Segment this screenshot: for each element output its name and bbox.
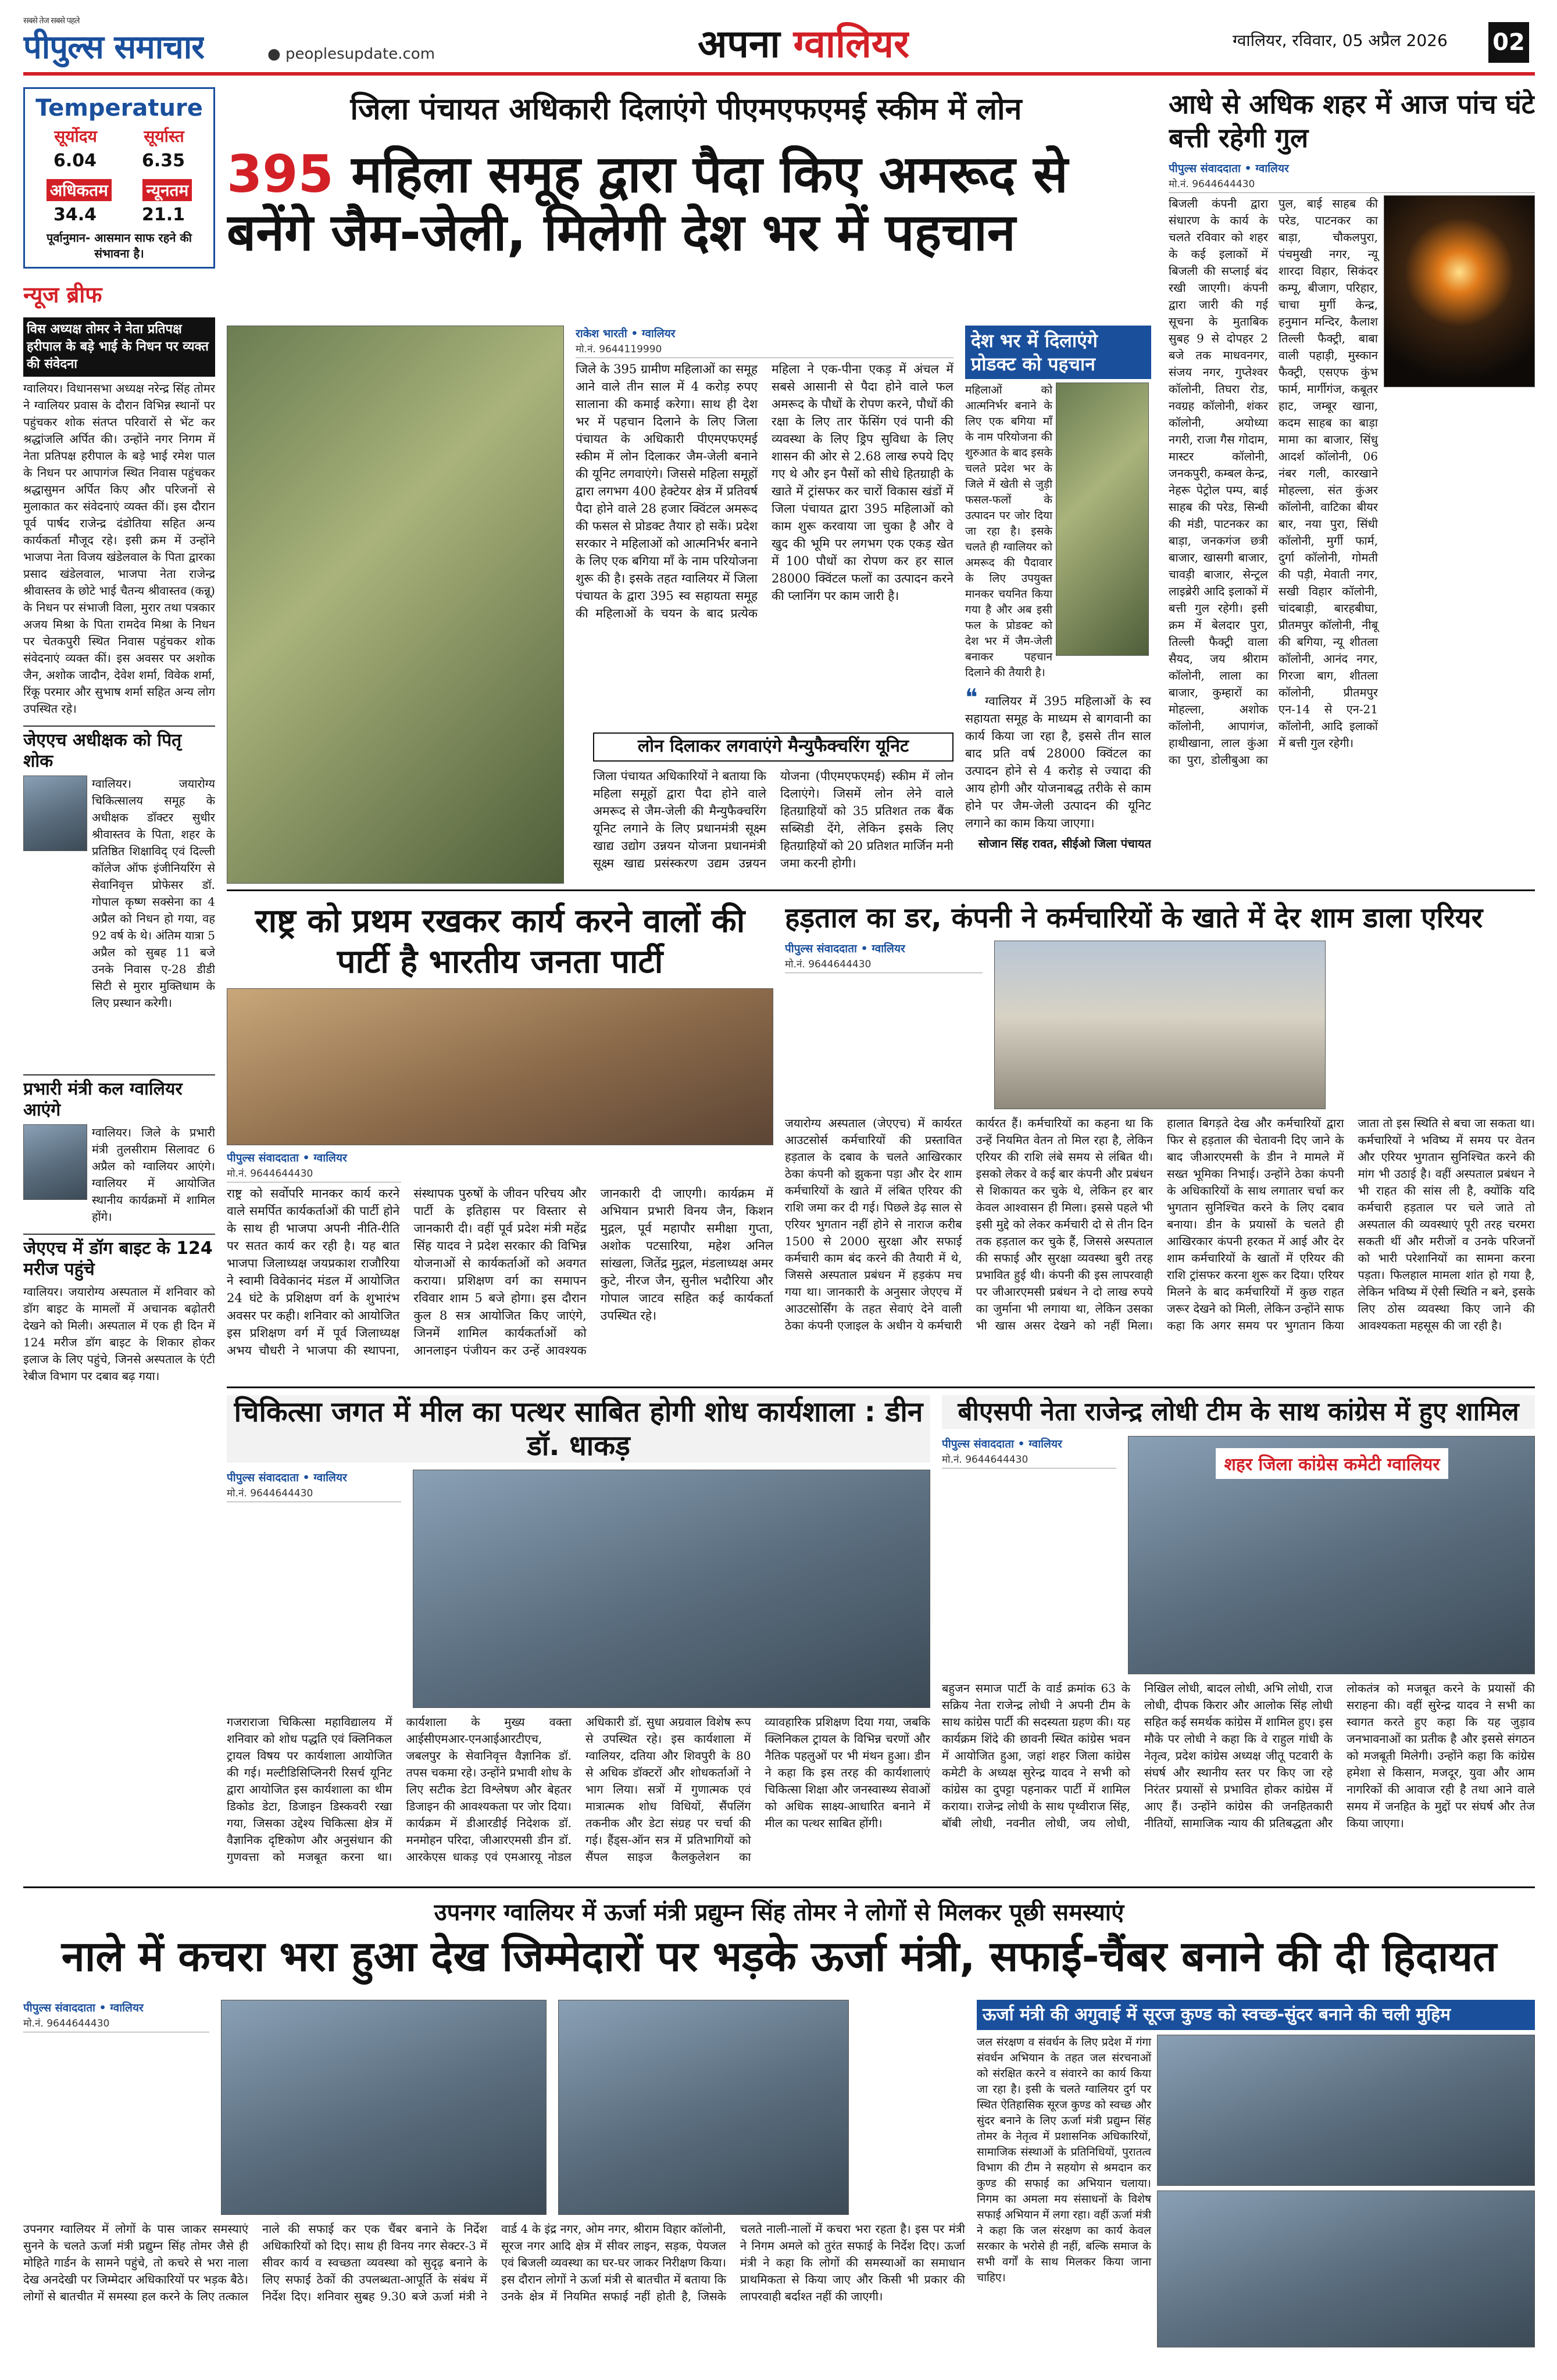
bjp-headline: राष्ट्र को प्रथम रखकर कार्य करने वालों की पार्टी है भारतीय जनता पार्टी (255, 902, 745, 981)
suraj-kund-inner (977, 2035, 1535, 2349)
temp-labels (31, 179, 208, 201)
lead-subhead: लोन दिलाकर लगवाएंगे मैन्युफैक्चरिंग यूनिट (593, 732, 954, 762)
minister-portrait-photo (23, 1124, 87, 1200)
strike-byline (785, 941, 983, 973)
lead-side-box (965, 326, 1151, 901)
energy-mobile: मो.नं. 9644644430 (23, 2018, 110, 2029)
energy-byline-text: पीपुल्स संवाददाता • ग्वालियर (23, 2002, 144, 2014)
lead-box-title: देश भर में दिलाएंगे प्रोडक्ट को पहचान (965, 326, 1151, 379)
lead-body-area (576, 326, 954, 744)
lead-kicker (233, 87, 1140, 134)
energy-col-1 (23, 2000, 209, 2215)
energy-story (23, 2000, 965, 2360)
research-col-1 (227, 1470, 401, 1708)
bjp-body: राष्ट्र को सर्वोपरि मानकर कार्य करने वाले समर्पित कार्यकर्ताओं की पार्टी होने के साथ ही भाजपा अपनी नीति-रीति पर सतत कार्य कर रही है। यह बात भाजपा जिलाध्यक्ष जयप्रकाश राजौरिया ने स्वामी विवेकानंद मंडल में आयोजित 24 घंटे के प्रशिक्षण वर्ग के शुभारंभ अवसर पर कही। शनिवार को आयोजित इस प्रशिक्षण वर्ग में पूर्व जिलाध्यक्ष अभय चौधरी ने भाजपा की स्थापना, संस्थापक पुरुषों के जीवन परिचय और पार्टी के इतिहास पर विस्तार से जानकारी दी। वहीं पूर्व प्रदेश मंत्री महेंद्र सिंह यादव ने प्रदेश सरकार की विभिन्न योजनाओं से कार्यकर्ताओं को अवगत कराया। प्रशिक्षण वर्ग का समापन रविवार शाम 5 बजे होगा। इस दौरान कुल 8 सत्र आयोजित किए जाएंगे, जिनमें शामिल कार्यकर्ताओं को आनलाइन पंजीयन कर उन्हें आवश्यक जानकारी दी जाएगी। कार्यक्रम में अभियान प्रभारी विनय जैन, किशन मुद्गल, पूर्व महापौर समीक्षा गुप्ता, अशोक पटसारिया, महेश अनिल सांखला, जितेंद्र मुद्गल, मंडलाध्यक्ष अमर कुटे, नीरज जैन, सुनील भदौरिया और गोपाल जाटव सहित कई कार्यकर्ता उपस्थित रहे। (227, 1187, 773, 1357)
section-divider-3 (23, 1886, 1535, 1888)
brief-headline-2: जेएएच अधीक्षक को पितृ शोक (23, 726, 215, 772)
bsp-mobile: मो.नं. 9644644430 (942, 1454, 1029, 1466)
brand-part-b: ग्वालियर (793, 22, 910, 66)
strike-mobile: मो.नं. 9644644430 (785, 959, 872, 970)
strike-byline-text: पीपुल्स संवाददाता • ग्वालियर (785, 942, 905, 955)
power-byline (1169, 160, 1535, 193)
lead-sub-body: जिला पंचायत अधिकारियों ने बताया कि महिला समूहों द्वारा पैदा होने वाले अमरूद से जैम-जेली की मैन्युफैक्चरिंग यूनिट लगाने के लिए प्रधानमंत्री सूक्ष्म खाद्य उद्योग उन्नयन योजना प्रधानमंत्री सूक्ष्म खाद्य प्रसंस्करण उद्यम उन्नयन योजना (पीएमएफएमई) स्कीम में लोन दिलाएंगे। जिसमें लोन लेने वाले हितग्राहियों को 35 प्रतिशत तक बैंक सब्सिडी देंगे, लेकिन इसके लिए हितग्राहियों को 20 प्रतिशत मार्जिन मनी जमा करनी होगी। (593, 769, 954, 870)
bjp-story (227, 901, 773, 1378)
congress-joining-photo (1128, 1436, 1535, 1674)
suraj-kund-photo-1 (1157, 2035, 1535, 2186)
lead-box-inner (965, 383, 1151, 681)
brief-text-3: ग्वालियर। जिले के प्रभारी मंत्री तुलसीराम सिलावट 6 अप्रैल को ग्वालियर आएंगे। ग्वालियर में आयोजित स्थानीय कार्यक्रमों में शामिल होंगे। (92, 1125, 215, 1224)
quote-icon: ❝ (965, 684, 978, 711)
weather-box (23, 87, 215, 269)
suraj-kund-box (977, 2000, 1535, 2360)
paper-name: पीपुल्स समाचार (23, 28, 205, 66)
minister-inspection-photo-1 (221, 2000, 547, 2215)
energy-kicker: उपनगर ग्वालियर में ऊर्जा मंत्री प्रद्युम्न सिंह तोमर ने लोगों से मिलकर पूछी समस्याएं (434, 1899, 1124, 1926)
page-number: 02 (1488, 22, 1529, 63)
brief-text-1: ग्वालियर। विधानसभा अध्यक्ष नरेन्द्र सिंह तोमर ने ग्वालियर प्रवास के दौरान विभिन्न स्थानों पर पहुंचकर शोक संतप्त परिवारों से भेंट कर श्रद्धांजलि अर्पित की। उन्होंने नगर निगम में नेता प्रतिपक्ष हरीपाल के बड़े भाई रमेश पाल के निधन पर आपागंज स्थित निवास पहुंचकर श्रद्धासुमन अर्पित किए और परिजनों से मुलाकात कर संवेदनाएं व्यक्त कीं। इस दौरान पूर्व पार्षद राजेन्द्र दंडोतिया सहित अन्य कार्यकर्ता मौजूद रहे। इसी क्रम में उन्होंने भाजपा नेता विजय खंडेलवाल के पिता द्वारका प्रसाद खंडेलवाल, भाजपा नेता राजेन्द्र श्रीवास्तव के छोटे भाई चैतन्य श्रीवास्तव (कन्नू) के निधन पर संभाजी विला, मुरार तथा पत्रकार अजय मिश्रा के पिता रामदेव मिश्रा के निधन पर चेतकपुरी स्थित निवास पहुंचकर शोक संवेदनाएं व्यक्त कीं। इस अवसर पर अशोक जैन, अशोक जादौन, देवेश शर्मा, विवेक शर्मा, रिंकू परमार और सुभाष शर्मा सहित अन्य लोग उपस्थित रहे। (23, 381, 215, 716)
forecast-text: पूर्वानुमान- आसमान साफ रहने की संभावना है। (47, 231, 192, 260)
research-byline (227, 1470, 401, 1502)
sunrise-value: 6.04 (53, 151, 97, 171)
sunrise-label: सूर्योदय (54, 127, 97, 146)
suraj-kund-photos (1157, 2035, 1535, 2349)
lead-byline-text: राकेश भारती • ग्वालियर (576, 327, 676, 340)
bsp-byline (942, 1436, 1116, 1468)
sunset-label: सूर्यास्त (144, 127, 184, 146)
brief-headline-1: विस अध्यक्ष तोमर ने नेता प्रतिपक्ष हरीपाल के बड़े भाई के निधन पर व्यक्त की संवेदना (23, 317, 215, 377)
energy-byline (23, 2000, 209, 2032)
light-bulb-photo (1384, 195, 1535, 387)
hospital-building-photo (994, 941, 1326, 1109)
sun-labels (31, 125, 208, 147)
power-byline-text: पीपुल्स संवाददाता • ग्वालियर (1169, 162, 1289, 175)
max-temp: 34.4 (53, 205, 97, 225)
sunset-value: 6.35 (141, 151, 185, 171)
brief-text-4: ग्वालियर। जयारोग्य अस्पताल में शनिवार को डॉग बाइट के मामलों में अचानक बढ़ोतरी देखने को मिली। अस्पताल में एक ही दिन में 124 मरीज डॉग बाइट के शिकार होकर इलाज के लिए पहुंचे, जिनसे अस्पताल के एंटी रेबीज विभाग पर दबाव बढ़ गया। (23, 1285, 215, 1383)
guava-tree-photo (227, 326, 564, 884)
research-body: गजराराजा चिकित्सा महाविद्यालय में शनिवार को शोध पद्धति एवं क्लिनिकल ट्रायल विषय पर कार्यशाला आयोजित की गई। मल्टीडिसिप्लिनरी रिसर्च यूनिट द्वारा आयोजित इस कार्यशाला का थीम डिकोड डेटा, डिजाइन डिस्कवरी रखा गया, जिसका उद्देश्य चिकित्सा क्षेत्र में वैज्ञानिक दृष्टिकोण और अनुसंधान की गुणवत्ता को मजबूत करना था। कार्यशाला के मुख्य वक्ता आईसीएमआर-एनआईआरटीएच, जबलपुर के सेवानिवृत्त वैज्ञानिक डॉ. तपस चकमा रहे। उन्होंने प्रभावी शोध के लिए सटीक डेटा विश्लेषण और बेहतर डिजाइन की आवश्यकता पर जोर दिया। कार्यक्रम में डीआरडीई निदेशक डॉ. मनमोहन परिदा, जीआरएमसी डीन डॉ. आरकेएस धाकड़ एवं एमआरयू नोडल अधिकारी डॉ. सुधा अग्रवाल विशेष रूप से उपस्थित रहे। इस कार्यशाला में ग्वालियर, दतिया और शिवपुरी के 80 से अधिक डॉक्टरों और शोधकर्ताओं ने भाग लिया। सत्रों में गुणात्मक एवं मात्रात्मक शोध विधियों, सैंपलिंग तकनीक और डेटा संग्रह पर चर्चा की गई। हैंड्स-ऑन सत्र में प्रतिभागियों को सैंपल साइज कैलकुलेशन का व्यावहारिक प्रशिक्षण दिया गया, जबकि क्लिनिकल ट्रायल के विभिन्न चरणों और नैतिक पहलुओं पर भी मंथन हुआ। डीन ने कहा कि इस तरह की कार्यशालाएं चिकित्सा शिक्षा और जनस्वास्थ्य सेवाओं को अधिक साक्ष्य-आधारित बनाने में मील का पत्थर साबित होंगी। (227, 1715, 930, 1864)
bjp-byline (227, 1150, 401, 1182)
section-divider-2 (227, 1386, 1535, 1388)
site-url[interactable]: ● peoplesupdate.com (267, 45, 435, 63)
brand-part-a: अपना (698, 22, 794, 66)
lead-mobile: मो.नं. 9644119990 (576, 344, 662, 355)
lead-quote-text: ग्वालियर में 395 महिलाओं के स्व सहायता समूह के माध्यम से बागवानी का कार्य किया जा रहा है, इससे तीन साल बाद प्रति वर्ष 28000 क्विंटल का उत्पादन होने से 4 करोड़ से ज्यादा की आय होगी और योजनाबद्ध तरीके से काम होने पर जैम-जेली उत्पादन की यूनिट लगाने का काम किया जाएगा। (965, 694, 1151, 830)
section-brand (698, 16, 909, 69)
dateline: ग्वालियर, रविवार, 05 अप्रैल 2026 (1233, 31, 1448, 50)
bsp-story (942, 1395, 1535, 1878)
brief-headline-3: प्रभारी मंत्री कल ग्वालियर आएंगे (23, 1074, 215, 1121)
tagline: सबसे तेज सबसे पहले (23, 16, 80, 26)
brief-text-2: ग्वालियर। जयारोग्य चिकित्सालय समूह के अधीक्षक डॉक्टर सुधीर श्रीवास्तव के पिता, शहर के प्रतिष्ठित शिक्षाविद् एवं दिल्ली कॉलेज ऑफ इंजीनियरिंग से सेवानिवृत्त प्रोफेसर डॉ. गोपाल कृष्ण सक्सेना का 4 अप्रैल को निधन हो गया, वह 92 वर्ष के थे। अंतिम यात्रा 5 अप्रैल को सुबह 11 बजे उनके निवास ए-28 डीडी सिटी से मुरार मुक्तिधाम के लिए प्रस्थान करेगी। (92, 777, 215, 1010)
temp-values (31, 205, 208, 225)
congress-banner: शहर जिला कांग्रेस कमेटी ग्वालियर (1216, 1448, 1448, 1479)
site-url-text[interactable]: peoplesupdate.com (285, 45, 435, 63)
min-temp: 21.1 (141, 205, 185, 225)
research-byline-text: पीपुल्स संवाददाता • ग्वालियर (227, 1471, 347, 1484)
brief-headline-4: जेएएच में डॉग बाइट के 124 मरीज पहुंचे (23, 1234, 215, 1280)
minister-inspection-photo-2 (558, 2000, 849, 2215)
lead-headline-text: महिला समूह द्वारा पैदा किए अमरूद से बनेंगे जैम-जेली, मिलेगी देश भर में पहचान (227, 145, 1068, 262)
brief-2-body (23, 776, 215, 1066)
power-byline-row (1169, 160, 1535, 195)
strike-col-1 (785, 941, 983, 1109)
newspaper-logo (23, 15, 204, 68)
lead-headline (227, 145, 1151, 296)
bsp-col-1 (942, 1436, 1116, 1674)
bsp-byline-text: पीपुल्स संवाददाता • ग्वालियर (942, 1438, 1062, 1450)
bsp-top-row (942, 1436, 1535, 1674)
power-mobile: मो.नं. 9644644430 (1169, 178, 1255, 190)
strike-body: जयारोग्य अस्पताल (जेएएच) में कार्यरत आउटसोर्स कर्मचारियों की प्रस्तावित हड़ताल के दबाव के चलते आखिरकार ठेका कंपनी को झुकना पड़ा और देर शाम कर्मचारियों के खाते में लंबित एरियर की राशि जमा कर दी गई। पिछले डेढ़ साल से एरियर भुगतान नहीं होने से नाराज करीब 1500 से 2000 सुरक्षा और सफाई कर्मचारी काम बंद करने की तैयारी में थे, जिससे अस्पताल प्रबंधन में हड़कंप मच गया था। जानकारी के अनुसार जेएएच में आउटसोर्सिंग के तहत सेवाएं देने वाली ठेका कंपनी एजाइल के अधीन ये कर्मचारी कार्यरत हैं। कर्मचारियों का कहना था कि उन्हें नियमित वेतन तो मिल रहा है, लेकिन एरियर की राशि लंबे समय से लंबित थी। इसको लेकर वे कई बार कंपनी और प्रबंधन से शिकायत कर चुके थे, लेकिन हर बार केवल आश्वासन ही मिला। इससे पहले भी इसी मुद्दे को लेकर कर्मचारी दो से तीन दिन तक हड़ताल कर चुके हैं, जिससे अस्पताल की सफाई और सुरक्षा व्यवस्था बुरी तरह प्रभावित हुई थी। कंपनी की इस लापरवाही पर जीआरएमसी प्रबंधन ने दो लाख रुपये का जुर्माना भी लगाया था, लेकिन उसका भी खास असर देखने को नहीं मिला। हालात बिगड़ते देख और कर्मचारियों द्वारा फिर से हड़ताल की चेतावनी दिए जाने के बाद जीआरएमसी के डीन ने मामले में सख्त भूमिका निभाई। उन्होंने ठेका कंपनी के अधिकारियों के साथ लगातार चर्चा कर भुगतान सुनिश्चित करने के लिए दबाव बनाया। डीन के प्रयासों के चलते ही आखिरकार कंपनी हरकत में आई और देर शाम कर्मचारियों के खातों में एरियर की राशि ट्रांसफर करना शुरू कर दिया। एरियर मिलने के बाद कर्मचारियों में कुछ राहत जरूर देखने को मिली, लेकिन उन्होंने साफ कहा कि अगर समय पर भुगतान किया जाता तो इस स्थिति से बचा जा सकता था। कर्मचारियों ने भविष्य में समय पर वेतन और एरियर भुगतान सुनिश्चित करने की मांग भी उठाई है। वहीं अस्पताल प्रबंधन ने भी राहत की सांस ली है, क्योंकि यदि कर्मचारी हड़ताल पर चले जाते तो अस्पताल की व्यवस्थाएं पूरी तरह चरमरा सकती थीं और मरीजों व उनके परिजनों को भारी परेशानियों का सामना करना पड़ता। फिलहाल मामला शांत हो गया है, लेकिन भविष्य में ऐसी स्थिति न बने, इसके लिए ठोस व्यवस्था किए जाने की आवश्यकता महसूस की जा रही है। (785, 1116, 1535, 1332)
masthead (23, 12, 1535, 76)
lead-box-body: महिलाओं को आत्मनिर्भर बनाने के लिए एक बगिया माँ के नाम परियोजना की शुरुआत के बाद इसके चलते प्रदेश भर के जिले में खेती से जुड़ी फसल-फलों के उत्पादन पर जोर दिया जा रहा है। इसके चलते ही ग्वालियर को अमरूद की पैदावार के लिए उपयुक्त मानकर चयनित किया गया है और अब इसी फल के प्रोडक्ट को देश भर में जैम-जेली बनाकर पहचान दिलाने की तैयारी है। (965, 384, 1052, 679)
power-story (1169, 87, 1535, 878)
suraj-kund-photo-2 (1157, 2190, 1535, 2347)
energy-body: उपनगर ग्वालियर में लोगों के पास जाकर समस्याएं सुनने के चलते ऊर्जा मंत्री प्रद्युम्न सिंह तोमर जैसे ही मोहिते गार्डन के सामने पहुंचे, तो कचरे से भरा नाला देख अनदेखी पर जिम्मेदार अधिकारियों पर भड़क बैठे। लोगों से बातचीत में समस्या हल करने के लिए तत्काल नाले की सफाई कर एक चैंबर बनाने के निर्देश अधिकारियों को दिए। साथ ही विनय नगर सेक्टर-3 में सीवर कार्य व स्वच्छता व्यवस्था को सुदृढ़ बनाने के लिए सफाई ठेकों की उपलब्धता-आपूर्ति के संबंध में निर्देश दिए। शनिवार सुबह 9.30 बजे ऊर्जा मंत्री ने वार्ड 4 के इंद्र नगर, ओम नगर, श्रीराम विहार कॉलोनी, सूरज नगर आदि क्षेत्र में सीवर लाइन, सड़क, पेयजल एवं बिजली व्यवस्था का घर-घर जाकर निरीक्षण किया। इस दौरान लोगों ने ऊर्जा मंत्री से बातचीत में बताया कि उनके क्षेत्र में नियमित सफाई नहीं होती है, जिसके चलते नाली-नालों में कचरा भरा रहता है। इस पर मंत्री ने निगम अमले को तुरंत सफाई के निर्देश दिए। ऊर्जा मंत्री ने कहा कि लोगों की समस्याओं का समाधान प्राथमिकता से किया जाए और किसी भी प्रकार की लापरवाही बर्दाश्त नहीं की जाएगी। (23, 2222, 965, 2303)
bjp-byline-text: पीपुल्स संवाददाता • ग्वालियर (227, 1152, 347, 1164)
weather-title: Temperature (35, 95, 203, 121)
research-workshop-photo (413, 1470, 930, 1708)
lead-quote (965, 684, 1151, 832)
bsp-body: बहुजन समाज पार्टी के वार्ड क्रमांक 63 के सक्रिय नेता राजेन्द्र लोधी ने अपनी टीम के साथ कांग्रेस पार्टी की सदस्यता ग्रहण की। यह कार्यक्रम शिंदे की छावनी स्थित कांग्रेस भवन में आयोजित हुआ, जहां शहर जिला कांग्रेस कमेटी के अध्यक्ष सुरेन्द्र यादव ने सभी को कांग्रेस का दुपट्टा पहनाकर पार्टी में शामिल कराया। राजेन्द्र लोधी के साथ पृथ्वीराज सिंह, बॉबी लोधी, नवनीत लोधी, जय लोधी, निखिल लोधी, बादल लोधी, अभि लोधी, राज लोधी, दीपक किरार और आलोक सिंह लोधी सहित कई समर्थक कांग्रेस में शामिल हुए। इस मौके पर लोधी ने कहा कि वे राहुल गांधी के नेतृत्व, प्रदेश कांग्रेस अध्यक्ष जीतू पटवारी के संघर्ष और स्थानीय स्तर पर किए जा रहे निरंतर प्रयासों से प्रभावित होकर कांग्रेस में आए हैं। उन्होंने कांग्रेस की जनहितकारी नीतियों, सामाजिक न्याय की प्रतिबद्धता और लोकतंत्र को मजबूत करने के प्रयासों की सराहना की। वहीं सुरेन्द्र यादव ने सभी का स्वागत करते हुए कहा कि यह जुड़ाव जनभावनाओं का प्रतीक है और इससे संगठन को मजबूती मिलेगी। उन्होंने कहा कि कांग्रेस हमेशा से किसान, मजदूर, युवा और आम नागरिकों की आवाज रही है तथा आने वाले समय में जनहित के मुद्दों पर संघर्ष और तेज किया जाएगा। (942, 1681, 1535, 1830)
research-mobile: मो.नं. 9644644430 (227, 1488, 313, 1499)
research-headline: चिकित्सा जगत में मील का पत्थर साबित होगी शोध कार्यशाला : डीन डॉ. धाकड़ (227, 1395, 930, 1463)
energy-headline: नाले में कचरा भरा हुआ देख जिम्मेदारों पर भड़के ऊर्जा मंत्री, सफाई-चैंबर बनाने की दी हिदायत (61, 1932, 1497, 1981)
suraj-kund-title: ऊर्जा मंत्री की अगुवाई में सूरज कुण्ड को स्वच्छ-सुंदर बनाने की चली मुहिम (977, 2000, 1535, 2030)
power-headline: आधे से अधिक शहर में आज पांच घंटे बत्ती रहेगी गुल (1169, 88, 1535, 153)
strike-story (785, 901, 1535, 1378)
energy-top-row (23, 2000, 965, 2215)
brief-3-body (23, 1124, 215, 1225)
research-top-row (227, 1470, 930, 1708)
max-label: अधिकतम (47, 179, 112, 201)
portrait-photo (23, 776, 87, 851)
power-body: बिजली कंपनी द्वारा संधारण के कार्य के चलते रविवार को शहर के कई इलाकों में बिजली की सप्लाई बंद रखी जाएगी। कंपनी द्वारा जारी की गई सूचना के मुताबिक सुबह 9 से दोपहर 2 बजे तक माधवनगर, संजय नगर, गुप्तेश्वर कॉलोनी, तिघरा रोड, नवग्रह कॉलोनी, शंकर कॉलोनी, अयोध्या नगरी, राजा गैस गोदाम, मास्टर कॉलोनी, जनकपुरी, कम्बल केन्द्र, नेहरू पेट्रोल पम्प, बाई साहब की परेड, सिन्धी की मंडी, पाटनकर का बाड़ा, जनकगंज छत्री बाजार, खासगी बाजार, चावड़ी बाजार, सेन्ट्रल लाइब्रेरी आदि इलाकों में बत्ती गुल रहेगी। इसी क्रम में बेलदार पुरा, तिल्ली फैक्ट्री वाला सैयद, जय श्रीराम कॉलोनी, लाला का बाजार, कुम्हारों का मोहल्ला, अशोक कॉलोनी, आपागंज, हाथीखाना, लाल कुंआ का पुरा, डोलीबुआ का पुल, बाई साहब की परेड, पाटनकर का बाड़ा, चौकलपुरा, पंचमुखी नगर, न्यू शारदा विहार, सिकंदर कम्पू, बीजाग, परिहार, चाचा मुर्गी केन्द्र, हनुमान मन्दिर, कैलाश तिल्ली फैक्ट्री, बाबा वाली पहाड़ी, मुस्कान फैक्ट्री, एसएफ कुंभ फार्म, मार्गीगंज, कबूतर हाट, जम्बूर खाना, कदम साहब का बाड़ा मामा का बाजार, सिंधु आदर्श कॉलोनी, 06 नंबर गली, कारखाने मोहल्ला, संत कुंअर कॉलोनी, वाटिका बीयर बार, नया पुरा, सिंधी कॉलोनी, मुर्गी फार्म, दुर्गा कॉलोनी, गोमती की पड़ी, मेवाती नगर, सखी विहार कॉलोनी, चांदबाड़ी, बारहबीघा, प्रीतमपुर कॉलोनी, नीबू की बगिया, न्यू शीतला कॉलोनी, आनंद नगर, गिरजा बाग, शीतला कॉलोनी, प्रीतमपुर एन-14 से एन-21 कॉलोनी, आदि इलाकों में बत्ती गुल रहेगी। (1169, 196, 1378, 767)
min-label: न्यूनतम (142, 179, 192, 201)
news-brief-title: न्यूज ब्रीफ (23, 282, 102, 308)
strike-top-row (785, 941, 1535, 1109)
research-story (227, 1395, 930, 1878)
bsp-headline: बीएसपी नेता राजेन्द्र लोधी टीम के साथ कांग्रेस में हुए शामिल (942, 1395, 1535, 1429)
bjp-training-photo (227, 988, 773, 1145)
bjp-mobile: मो.नं. 9644644430 (227, 1168, 313, 1180)
guava-fruit-photo (1056, 383, 1149, 656)
lead-kicker-text: जिला पंचायत अधिकारी दिलाएंगे पीएमएफएमई स्कीम में लोन (350, 92, 1022, 127)
sun-values (31, 151, 208, 171)
strike-headline: हड़ताल का डर, कंपनी ने कर्मचारियों के खाते में देर शाम डाला एरियर (785, 902, 1483, 934)
suraj-kund-body: जल संरक्षण व संवर्धन के लिए प्रदेश में गंगा संवर्धन अभियान के तहत जल संरचनाओं को संरक्षित करने व संवारने का कार्य किया जा रहा है। इसी के चलते ग्वालियर दुर्ग पर स्थित ऐतिहासिक सूरज कुण्ड को स्वच्छ और सुंदर बनाने के लिए ऊर्जा मंत्री प्रद्युम्न सिंह तोमर के नेतृत्व में प्रशासनिक अधिकारियों, सामाजिक संस्थाओं के प्रतिनिधियों, पुरातत्व विभाग की टीम ने सहयोग से श्रमदान कर कुण्ड की सफाई का अभियान चलाया। निगम का अमला मय संसाधनों के विशेष सफाई अभियान में लगा रहा। वहीं ऊर्जा मंत्री ने कहा कि जल संरक्षण का कार्य केवल सरकार के भरोसे ही नहीं, बल्कि समाज के सभी वर्गों के साथ मिलकर किया जाना चाहिए। (977, 2036, 1151, 2284)
lead-headline-number: 395 (227, 145, 334, 204)
lead-byline (576, 326, 954, 358)
section-divider-1 (227, 889, 1535, 891)
lead-body: जिले के 395 ग्रामीण महिलाओं का समूह आने वाले तीन साल में 4 करोड़ रुपए सालाना की कमाई करेगा। साथ ही देश भर में पहचान दिलाने के लिए जिला पंचायत के अधिकारी पीएमएफएमई स्कीम में लोन दिलाकर जैम-जेली बनाने की यूनिट लगवाएंगे। जिससे महिला समूहों द्वारा लगभग 400 हेक्टेयर क्षेत्र में प्रतिवर्ष पैदा होने वाले 28 हजार क्विंटल अमरूद की फसल से प्रोडक्ट तैयार हो सकें। प्रदेश सरकार ने महिलाओं को आत्मनिर्भर बनाने के लिए एक बगिया माँ के नाम परियोजना शुरू की है। इसके तहत ग्वालियर में जिला पंचायत के द्वारा 395 स्व सहायता समूह की महिलाओं के चयन के बाद प्रत्येक महिला ने एक-पीना एकड़ में अंचल में सबसे आसानी से पैदा होने वाले फल अमरूद के पौधों के रोपण करने, पौधों की रक्षा के लिए तार फेंसिंग एवं पानी की व्यवस्था के लिए ड्रिप सुविधा के लिए शासन की ओर से 2.68 लाख रुपये दिए गए थे और इन पैसों को सीधे हितग्राही के खाते में ट्रांसफर कर चारों विकास खंडों में जिला पंचायत द्वारा 395 महिलाओं को काम शुरू करवाया जा चुका है और वे खुद की भूमि पर लगभग एक एकड़ खेत में 100 पौधों का रोपण कर हर साल 28000 क्विंटल फलों का उत्पादन करने की प्लानिंग पर काम जारी है। (576, 362, 954, 620)
lead-quote-by: सोजान सिंह रावत, सीईओ जिला पंचायत (978, 837, 1151, 850)
